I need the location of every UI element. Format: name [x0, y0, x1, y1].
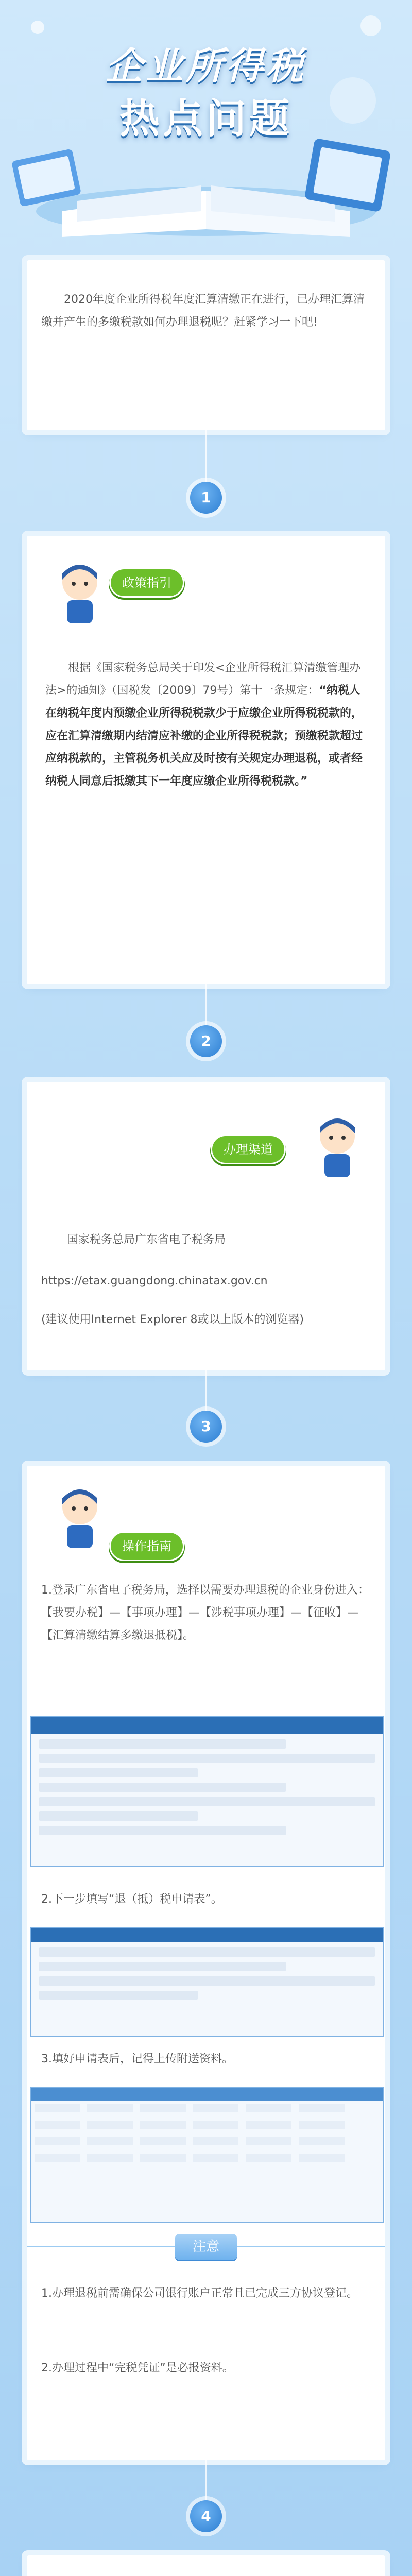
guide-step2: 2.下一步填写“退（抵）税申请表”。 — [41, 1893, 222, 1906]
section-number: 3 — [190, 1411, 222, 1443]
guide-step3: 3.填好申请表后，记得上传附送资料。 — [41, 2053, 233, 2065]
hero-title-line1: 企业所得税 — [105, 44, 306, 88]
channel-url[interactable]: https://etax.guangdong.chinatax.gov.cn — [41, 1275, 268, 1287]
screenshot-menu — [30, 1716, 384, 1867]
section-tag: 政策指引 — [111, 569, 183, 596]
certificate-card — [27, 2555, 385, 2576]
channel-line1: 国家税务总局广东省电子税务局 — [67, 1233, 226, 1246]
policy-text-bold: “纳税人在纳税年度内预缴企业所得税税款少于应缴企业所得税税款的，应在汇算清缴期内结清应补缴的企业所得税税款；预缴税款超过应纳税款的，主管税务机关应及时按有关规定办理退税，或者经纳税人同意后抵缴其下一年度应缴企业所得税税款。” — [45, 684, 363, 788]
section-number: 1 — [190, 482, 222, 514]
book-illustration — [0, 134, 412, 242]
mascot-icon — [52, 559, 108, 626]
mascot-icon — [309, 1113, 366, 1180]
section-tag: 操作指南 — [111, 1533, 183, 1560]
section-number: 2 — [190, 1025, 222, 1057]
screenshot-upload — [30, 2087, 384, 2223]
policy-text-plain: 根据《国家税务总局关于印发<企业所得税汇算清缴管理办法>的通知》（国税发〔2009〕79号）第十一条规定： — [45, 662, 361, 697]
section-tag: 办理渠道 — [212, 1136, 284, 1163]
decor-dot — [31, 21, 44, 34]
decor-dot — [360, 15, 381, 36]
guide-step1: 1.登录广东省电子税务局，选择以需要办理退税的企业身份进入：【我要办税】—【事项办理】—【涉税事项办理】—【征收】—【汇算清缴结算多缴退抵税】。 — [41, 1584, 369, 1642]
intro-text: 2020年度企业所得税年度汇算清缴正在进行，已办理汇算清缴并产生的多缴税款如何办理退税呢？赶紧学习一下吧! — [41, 293, 365, 329]
mascot-icon — [52, 1484, 108, 1551]
channel-browser-note: (建议使用Internet Explorer 8或以上版本的浏览器) — [41, 1313, 304, 1326]
policy-text — [45, 657, 367, 793]
section-number: 4 — [190, 2500, 222, 2532]
screenshot-form — [30, 1927, 384, 2037]
note-1: 1.办理退税前需确保公司银行账户正常且已完成三方协议登记。 — [41, 2287, 358, 2300]
note-label: 注意 — [175, 2234, 237, 2260]
intro-card — [27, 260, 385, 430]
note-2: 2.办理过程中“完税凭证”是必报资料。 — [41, 2362, 234, 2375]
hero-banner — [0, 0, 412, 242]
hero-title-line2: 热点问题 — [119, 96, 293, 142]
